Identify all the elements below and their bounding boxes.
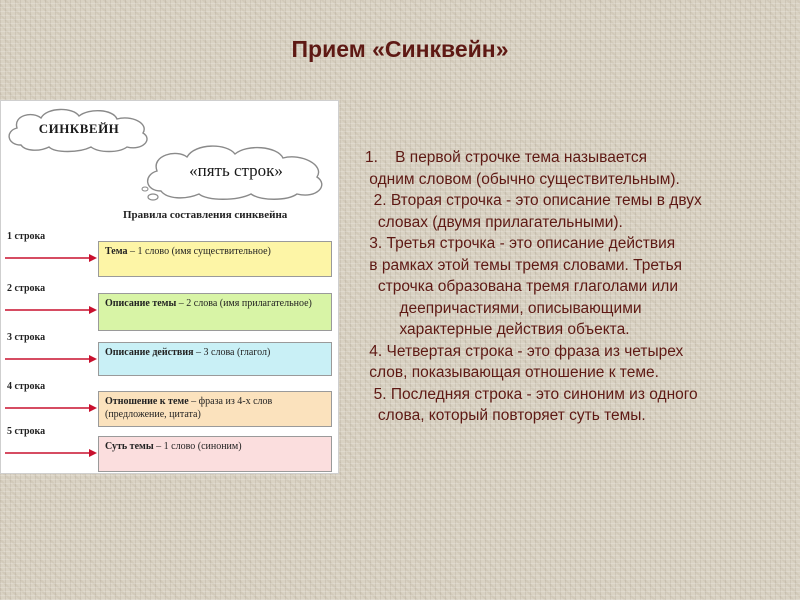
list-line: 5. Последняя строка - это синоним из одного xyxy=(365,385,698,403)
rule-box xyxy=(98,391,332,427)
list-line: в рамках этой темы тремя словами. Третья xyxy=(365,256,683,274)
explanation-list xyxy=(365,147,795,427)
rule-description: – 1 слово (имя существительное) xyxy=(127,246,271,257)
slide-title: Прием «Синквейн» xyxy=(291,36,509,62)
rule-box xyxy=(98,293,332,331)
list-line: 3. Третья строчка - это описание действия xyxy=(365,235,676,252)
cloud-subtitle xyxy=(141,141,331,201)
red-arrow-icon xyxy=(5,253,97,263)
row-label: 4 строка xyxy=(7,381,46,392)
rules-heading: Правила составления синквейна xyxy=(123,209,288,221)
cloud-title-text: СИНКВЕЙН xyxy=(38,121,120,136)
row-label: 2 строка xyxy=(7,283,46,294)
rule-name: Описание действия xyxy=(105,347,194,358)
rule-name: Суть темы xyxy=(105,441,154,452)
cloud-title xyxy=(3,105,155,153)
rule-name: Описание темы xyxy=(105,298,177,309)
list-line: деепричастиями, описывающими xyxy=(365,299,642,317)
row-label: 1 строка xyxy=(7,231,46,242)
list-line: словах (двумя прилагательными). xyxy=(365,213,623,231)
red-arrow-icon xyxy=(5,305,97,315)
rule-description: – 1 слово (синоним) xyxy=(153,441,242,452)
list-line: строчка образована тремя глаголами или xyxy=(365,278,678,295)
list-line: характерные действия объекта. xyxy=(365,321,630,338)
red-arrow-icon xyxy=(5,448,97,458)
rule-description: – фраза из 4-х слов (предложение, цитата) xyxy=(105,396,273,420)
rule-name: Отношение к теме xyxy=(105,396,189,407)
red-arrow-icon xyxy=(5,354,97,364)
row-label: 5 строка xyxy=(7,426,46,437)
list-line: 4. Четвертая строка - это фраза из четырех xyxy=(365,342,684,360)
list-line: 1. В первой строчке тема называется xyxy=(365,149,648,166)
list-line: слова, который повторяет суть темы. xyxy=(365,407,646,424)
rule-description: – 3 слова (глагол) xyxy=(193,347,271,358)
list-line: 2. Вторая строчка - это описание темы в двух xyxy=(365,192,702,209)
list-line: слов, показывающая отношение к теме. xyxy=(365,364,659,381)
row-label: 3 строка xyxy=(7,332,46,343)
rule-box xyxy=(98,342,332,376)
cloud-subtitle-text: «пять строк» xyxy=(189,161,283,180)
list-line: одним словом (обычно существительным). xyxy=(365,170,680,188)
rule-box xyxy=(98,241,332,277)
rule-name: Тема xyxy=(105,246,128,257)
rule-description: – 2 слова (имя прилагательное) xyxy=(176,298,312,309)
red-arrow-icon xyxy=(5,403,97,413)
rule-box xyxy=(98,436,332,472)
sinkwine-diagram xyxy=(0,100,339,474)
